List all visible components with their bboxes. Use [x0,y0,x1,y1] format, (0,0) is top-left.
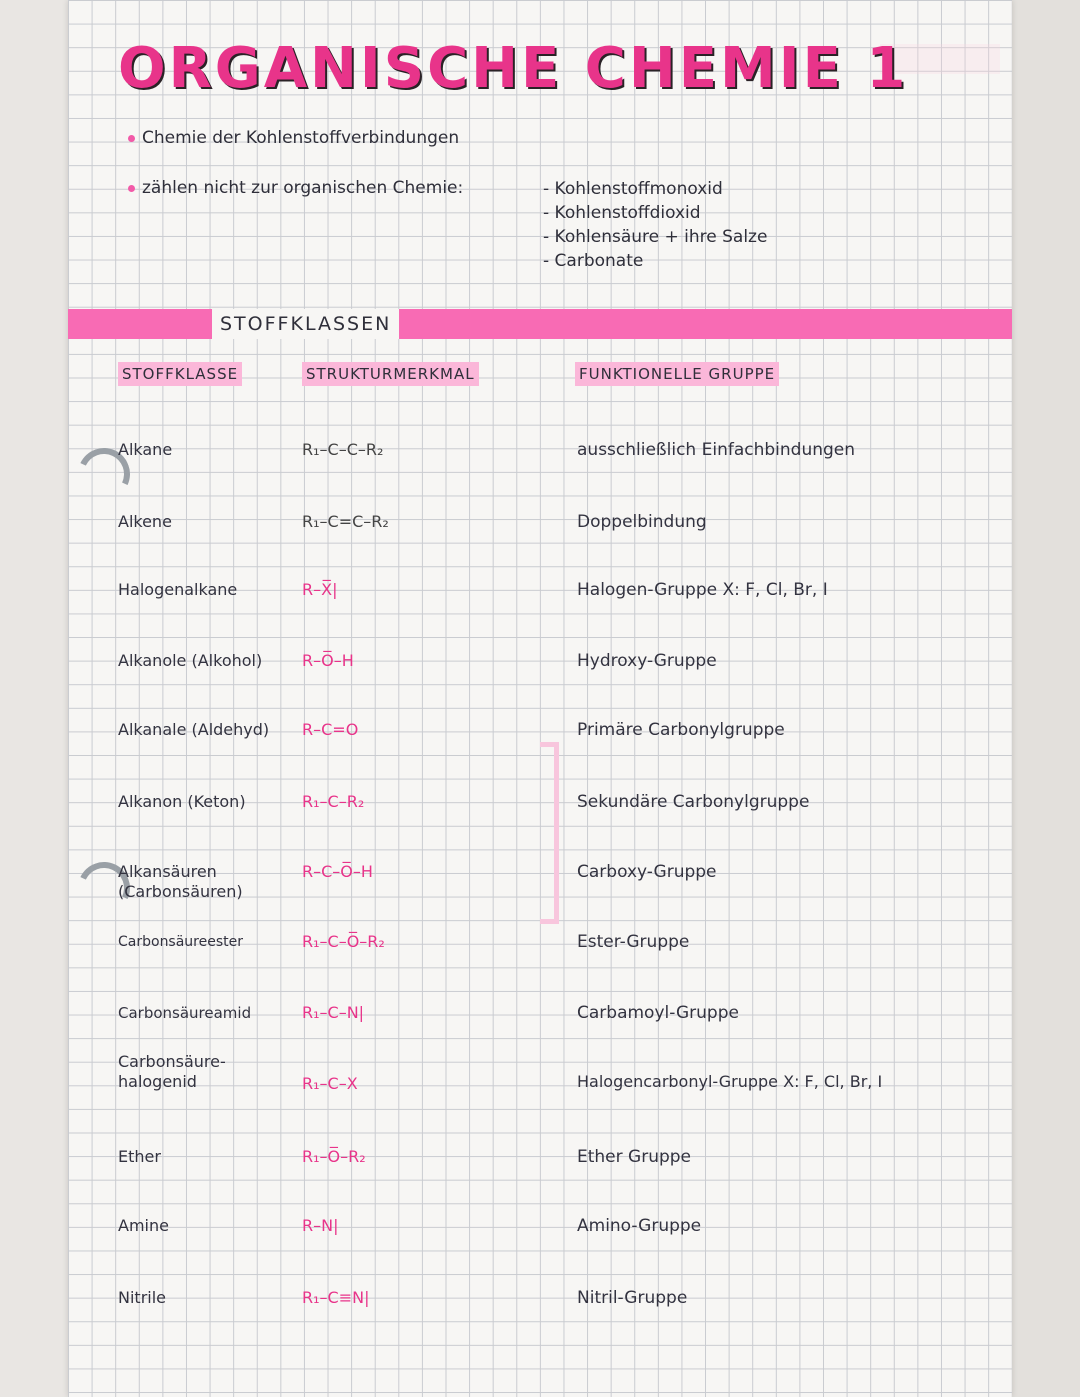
stoffklasse-cell: Alkansäuren (Carbonsäuren) [118,862,243,901]
exclusion-item: - Carbonate [543,251,644,271]
table-row [0,1003,1080,1043]
stoffklasse-cell: Alkanole (Alkohol) [118,651,263,670]
page-title: ORGANISCHE CHEMIE 1 [118,36,909,101]
strukturmerkmal-cell: R–N| [302,1216,339,1235]
funktionelle-gruppe-cell: Halogen-Gruppe X: F, Cl, Br, I [577,580,828,600]
strukturmerkmal-cell: R₁–C–N| [302,1003,365,1022]
strukturmerkmal-cell: R₁–C–C–R₂ [302,440,384,459]
table-row [0,651,1080,691]
stoffklasse-cell: Alkanon (Keton) [118,792,246,811]
strukturmerkmal-cell: R–C–O̅–H [302,862,373,881]
strukturmerkmal-cell: R₁–C–X [302,1074,358,1093]
bullet-icon [128,185,135,192]
funktionelle-gruppe-cell: Hydroxy-Gruppe [577,651,717,671]
stoffklasse-cell: Alkene [118,512,172,531]
funktionelle-gruppe-cell: Doppelbindung [577,512,707,532]
bullet-icon [128,135,135,142]
table-row [0,512,1080,552]
table-row [0,862,1080,902]
notebook-page [68,0,1012,1397]
exclusion-item: - Kohlenstoffmonoxid [543,179,723,199]
table-row [0,440,1080,480]
stoffklasse-cell: Ether [118,1147,161,1166]
section-band [68,309,1012,339]
funktionelle-gruppe-cell: Nitril-Gruppe [577,1288,688,1308]
funktionelle-gruppe-cell: ausschließlich Einfachbindungen [577,440,856,460]
column-header-strukturmerkmal: STRUKTURMERKMAL [302,362,479,386]
exclusion-list [543,177,767,273]
table-row [0,1288,1080,1328]
funktionelle-gruppe-cell: Carbamoyl-Gruppe [577,1003,739,1023]
strukturmerkmal-cell: R–C=O [302,720,359,739]
exclusion-item: - Kohlensäure + ihre Salze [543,227,768,247]
stoffklasse-cell: Amine [118,1216,169,1235]
strukturmerkmal-cell: R–O̅–H [302,651,354,670]
funktionelle-gruppe-cell: Halogencarbonyl-Gruppe X: F, Cl, Br, I [577,1072,883,1091]
section-title: STOFFKLASSEN [212,309,399,339]
funktionelle-gruppe-cell: Amino-Gruppe [577,1216,702,1236]
table-row [0,932,1080,972]
stoffklasse-cell: Halogenalkane [118,580,238,599]
funktionelle-gruppe-cell: Sekundäre Carbonylgruppe [577,792,810,812]
strukturmerkmal-cell: R₁–C–R₂ [302,792,365,811]
exclusion-item: - Kohlenstoffdioxid [543,203,701,223]
table-row [0,792,1080,832]
funktionelle-gruppe-cell: Primäre Carbonylgruppe [577,720,785,740]
funktionelle-gruppe-cell: Ether Gruppe [577,1147,692,1167]
stoffklasse-cell: Alkanale (Aldehyd) [118,720,270,739]
table-row [0,580,1080,620]
table-row [0,720,1080,760]
intro-line-1: Chemie der Kohlenstoffverbindungen [142,128,460,148]
stoffklasse-cell: Nitrile [118,1288,166,1307]
table-row [0,1216,1080,1256]
strukturmerkmal-cell: R₁–C=C–R₂ [302,512,389,531]
funktionelle-gruppe-cell: Carboxy-Gruppe [577,862,717,882]
intro-line-2: zählen nicht zur organischen Chemie: [142,178,464,198]
strukturmerkmal-cell: R–X̅| [302,580,338,599]
background [1012,0,1080,1397]
stoffklasse-cell: Alkane [118,440,173,459]
column-header-stoffklasse: STOFFKLASSE [118,362,242,386]
funktionelle-gruppe-cell: Ester-Gruppe [577,932,690,952]
stoffklasse-cell: Carbonsäureester [118,934,244,950]
strukturmerkmal-cell: R₁–C≡N| [302,1288,370,1307]
stoffklasse-cell: Carbonsäure-halogenid [118,1052,226,1091]
column-header-funktionelle-gruppe: FUNKTIONELLE GRUPPE [575,362,779,386]
table-row [0,1147,1080,1187]
stoffklasse-cell: Carbonsäureamid [118,1004,252,1022]
table-row [0,1052,1080,1092]
strukturmerkmal-cell: R₁–O̅–R₂ [302,1147,366,1166]
strukturmerkmal-cell: R₁–C–O̅–R₂ [302,932,385,951]
